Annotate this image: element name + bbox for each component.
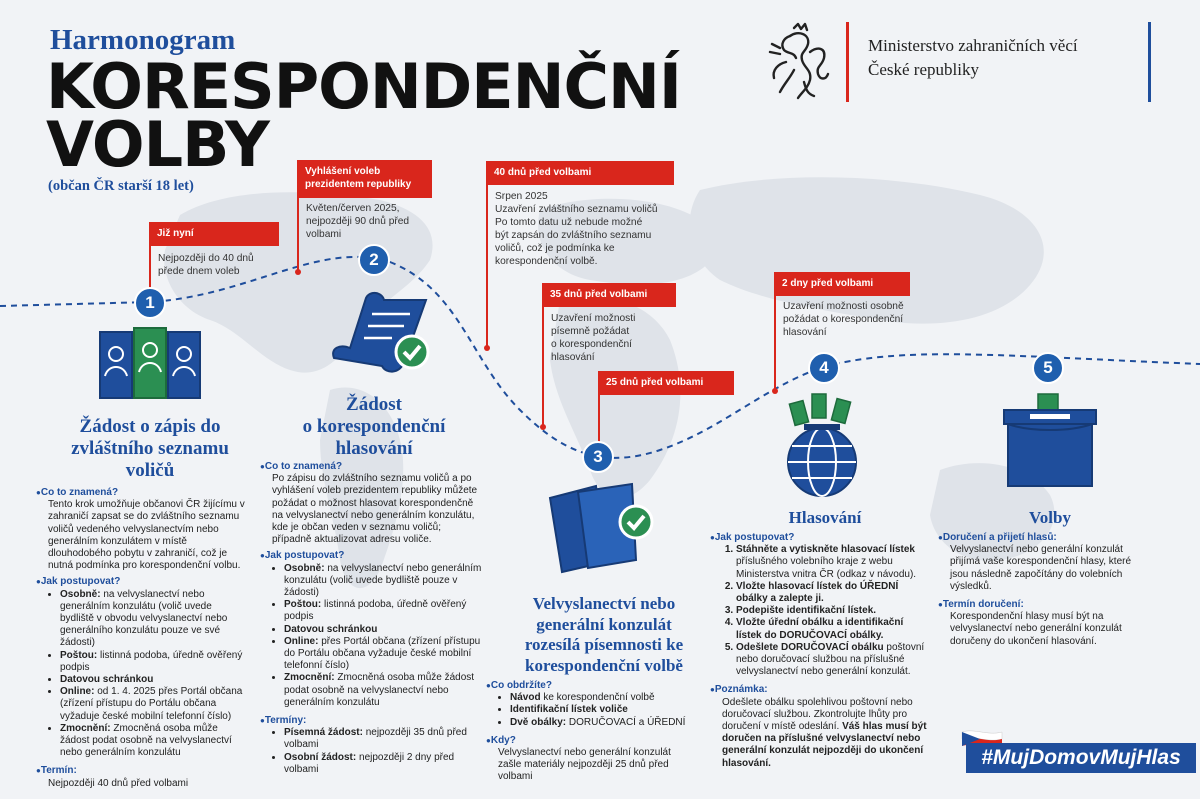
step-3-items-list (486, 692, 686, 729)
step-2-q-deadlines: ● Termíny: (260, 715, 482, 727)
flag-label-35days: 35 dnů před volbami (542, 283, 676, 307)
ministry-name-line-2: České republiky (868, 60, 979, 79)
step-5-delivery-text: Velvyslanectví nebo generální konzulát přijímá vaše korespondenční hlasy, které jsou následně započítány do volebních výsledků. (950, 544, 1132, 592)
step-2-deadlines-list (260, 727, 482, 776)
voter-id-cards-icon (96, 326, 204, 404)
step-1-deadline-text: Nejpozději 40 dnů před volbami (48, 777, 189, 789)
globe-with-ballots-icon (778, 392, 868, 502)
flag-text-35days: Uzavření možnosti písemně požádat o korespondenční hlasování (551, 313, 636, 363)
list-item: • Dvě obálky: DORUČOVACÍ a ÚŘEDNÍ (510, 717, 686, 729)
step-5-title: Volby (1029, 508, 1071, 527)
title-line-1: KORESPONDENČNÍ (46, 50, 681, 123)
list-item: 3. Podepište identifikační lístek. (736, 605, 930, 617)
step-1-methods-list (36, 589, 248, 760)
list-item: 4. Vložte úřední obálku a identifikační lístek do DORUČOVACÍ obálky. (736, 617, 930, 641)
step-4-q-note: ● Poznámka: (710, 684, 930, 696)
step-number-1: 1 (134, 287, 166, 319)
step-4-title: Hlasování (788, 508, 862, 527)
list-item: • Návod ke korespondenční volbě (510, 692, 686, 704)
audience-note: (občan ČR starší 18 let) (48, 178, 194, 194)
list-item: • Identifikační lístek voliče (510, 704, 686, 716)
envelopes-icon (544, 478, 654, 576)
step-5-details (938, 528, 1138, 648)
step-number-5: 5 (1032, 352, 1064, 384)
step-2-title: Žádost o korespondenční hlasování (302, 394, 446, 459)
step-2-details (260, 457, 482, 776)
step-number-3: 3 (582, 441, 614, 473)
list-item: • Osobně: na velvyslanectví nebo generálním konzulátu (volič uvede bydliště pouze v žádosti) (284, 563, 482, 600)
step-3-details (486, 676, 686, 784)
list-item: • Osobní žádost: nejpozději 2 dny před volbami (284, 752, 482, 776)
flag-label-announcement: Vyhlášení voleb prezidentem republiky (297, 160, 432, 198)
page-subtitle: Harmonogram (50, 24, 236, 56)
step-2-meaning-text: Po zápisu do zvláštního seznamu voličů a po vyhlášení voleb prezidentem republiky můžete požádat o možnost hlasovat korespondenčně na velvyslanectví nebo generálním konzulátu, kde je občan veden v seznamu voličů; případně aktualizovat adresu voliče. (272, 473, 478, 546)
step-2-q-how: ● Jak postupovat? (260, 550, 482, 562)
application-document-icon (326, 288, 438, 378)
list-item: 5. Odešlete DORUČOVACÍ obálku poštovní nebo doručovací službou na příslušné velvyslanectví nebo generální konzulát. (736, 642, 930, 679)
step-1-title: Žádost o zápis do zvláštního seznamu voličů (71, 416, 229, 481)
list-item: 2. Vložte hlasovací lístek do ÚŘEDNÍ obálky a zalepte ji. (736, 581, 930, 605)
step-number-2: 2 (358, 244, 390, 276)
list-item: 1. Stáhněte a vytiskněte hlasovací lístek příslušného volebního kraje z webu Ministerstva vnitra ČR (odkaz v návodu). (736, 544, 930, 581)
ministry-name-line-1: Ministerstvo zahraničních věcí (868, 36, 1078, 55)
list-item: • Online: přes Portál občana (zřízení přístupu do Portálu občana vyžaduje české mobilní telefonní číslo) (284, 636, 482, 673)
flag-text-2days: Uzavření možnosti osobně požádat o korespondenční hlasování (783, 301, 904, 338)
step-4-q-how: ● Jak postupovat? (710, 532, 930, 544)
step-3-title: Velvyslanectví nebo generální konzulát rozesílá písemnosti ke korespondenční volbě (524, 594, 684, 675)
list-item: • Poštou: listinná podoba, úředně ověřený podpis (284, 599, 482, 623)
step-number-4: 4 (808, 352, 840, 384)
flag-text-now: Nejpozději do 40 dnů přede dnem voleb (158, 253, 254, 277)
ballot-box-icon (1000, 392, 1100, 492)
step-5-deadline-text: Korespondenční hlasy musí být na velvyslanectví nebo generální konzulát doručeny do ukončení hlasování. (950, 611, 1122, 647)
list-item: • Osobně: na velvyslanectví nebo generálním konzulátu (volič uvede bydliště v obvodu velvyslanectví nebo generálního konzulátu pouze ve své žádosti) (60, 589, 248, 650)
step-1-q-meaning: ● Co to znamená? (36, 487, 248, 499)
step-3-q-receive: ● Co obdržíte? (486, 680, 686, 692)
step-1-q-how: ● Jak postupovat? (36, 576, 248, 588)
list-item: • Datovou schránkou (60, 674, 248, 686)
list-item: • Písemná žádost: nejpozději 35 dnů před volbami (284, 727, 482, 751)
step-5-q-delivery: ● Doručení a přijetí hlasů: (938, 532, 1138, 544)
list-item: • Poštou: listinná podoba, úředně ověřený podpis (60, 650, 248, 674)
flag-label-2days: 2 dny před volbami (774, 272, 910, 296)
flag-text-40days: Srpen 2025 Uzavření zvláštního seznamu voličů Po tomto datu už nebude možné být zapsán do zvláštního seznamu voličů, což je podmínka ke korespondenční volbě. (495, 191, 658, 267)
step-3-when-text: Velvyslanectví nebo generální konzulát zašle materiály nejpozději 25 dnů před volbami (498, 747, 671, 783)
list-item: • Zmocnění: Zmocněná osoba může žádost podat osobně na velvyslanectví nebo generálním konzulátu (60, 723, 248, 760)
campaign-hashtag: #MujDomovMujHlas (966, 743, 1196, 773)
step-4-details (710, 528, 930, 770)
list-item: • Datovou schránkou (284, 624, 482, 636)
step-4-note-text: Odešlete obálku spolehlivou poštovní nebo doručovací službou. Zkontrolujte lhůty pro doručení v místě odeslání. Váš hlas musí být doručen na příslušné velvyslanectví nebo generální konzulát nejpozději do ukončení hlasování. (722, 696, 927, 769)
flag-label-now: Již nyní (149, 222, 279, 246)
flag-label-40days: 40 dnů před volbami (486, 161, 674, 185)
flag-label-25days: 25 dnů před volbami (598, 371, 734, 395)
step-5-q-deadline: ● Termín doručení: (938, 599, 1138, 611)
list-item: • Zmocnění: Zmocněná osoba může žádost podat osobně na velvyslanectví nebo generálním konzulátu (284, 672, 482, 709)
step-1-details (36, 483, 248, 790)
step-2-q-meaning: ● Co to znamená? (260, 461, 482, 473)
flag-text-announcement: Květen/červen 2025, nejpozději 90 dnů před volbami (306, 203, 410, 240)
step-1-meaning-text: Tento krok umožňuje občanovi ČR žijícímu v zahraničí zapsat se do zvláštního seznamu voličů vedeného velvyslanectvím nebo generálním konzulátem v místě dlouhodobého pobytu v zahraničí, což je nutná podmínka pro korespondenční volbu. (48, 499, 245, 572)
title-line-2: VOLBY (46, 108, 269, 181)
list-item: • Online: od 1. 4. 2025 přes Portál občana (zřízení přístupu do Portálu občana vyžaduje české mobilní telefonní číslo) (60, 686, 248, 723)
step-3-q-when: ● Kdy? (486, 735, 686, 747)
step-2-methods-list (260, 563, 482, 709)
flag-pole-3 (486, 161, 488, 348)
step-1-q-deadline: ● Termín: (36, 765, 248, 777)
step-4-steps-list (710, 544, 930, 678)
